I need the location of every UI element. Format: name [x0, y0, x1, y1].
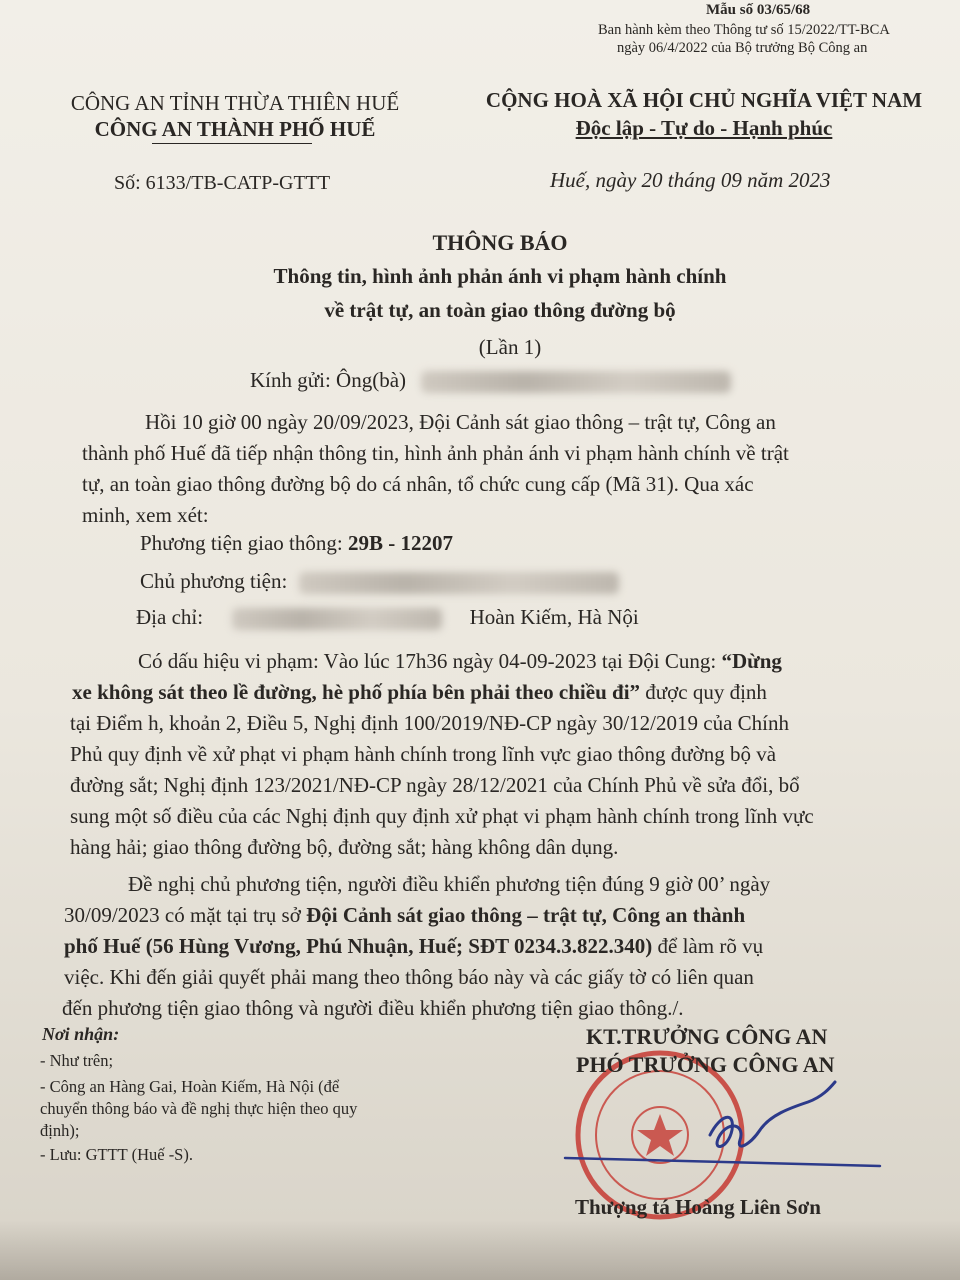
recipient-line: [250, 368, 731, 393]
notice-times: (Lần 1): [478, 335, 542, 359]
redacted-owner: [299, 572, 619, 594]
notice-subtitle-1: Thông tin, hình ảnh phản ánh vi phạm hành chính: [273, 264, 727, 288]
issued-by-line2: ngày 06/4/2022 của Bộ trưởng Bộ Công an: [617, 40, 868, 56]
owner-label: Chủ phương tiện:: [140, 569, 288, 593]
signature-title-1: KT.TRƯỞNG CÔNG AN: [586, 1024, 828, 1049]
request-line-5: đến phương tiện giao thông và người điều khiển phương tiện giao thông./.: [62, 996, 684, 1020]
request-line-2: 30/09/2023 có mặt tại trụ sở Đội Cảnh sát giao thông – trật tự, Công an thành: [64, 903, 746, 927]
national-motto: Độc lập - Tự do - Hạnh phúc: [575, 116, 833, 140]
national-title: CỘNG HOÀ XÃ HỘI CHỦ NGHĨA VIỆT NAM: [485, 88, 923, 112]
agency-parent: CÔNG AN TỈNH THỪA THIÊN HUẾ: [70, 91, 400, 115]
violation-line-7: hàng hải; giao thông đường bộ, đường sắt; hàng không dân dụng.: [70, 835, 619, 859]
violation-line-3: tại Điểm h, khoản 2, Điều 5, Nghị định 100/2019/NĐ-CP ngày 30/12/2019 của Chính: [70, 711, 789, 735]
violation-line-5: đường sắt; Nghị định 123/2021/NĐ-CP ngày 28/12/2021 của Chính Phủ về sửa đổi, bổ: [70, 773, 800, 797]
violation-line-2: xe không sát theo lề đường, hè phố phía bên phải theo chiều đi” được quy định: [72, 680, 767, 704]
recipients-item-1: - Như trên;: [40, 1051, 114, 1070]
intro-line-3: tự, an toàn giao thông đường bộ do cá nhân, tổ chức cung cấp (Mã 31). Qua xác: [82, 472, 754, 496]
agency-name: CÔNG AN THÀNH PHỐ HUẾ: [94, 117, 376, 141]
vehicle-label: Phương tiện giao thông:: [140, 531, 348, 555]
agency-underline: [152, 143, 312, 144]
redacted-address: [232, 608, 442, 630]
handwritten-signature: [560, 1080, 920, 1180]
signature-title-2: PHÓ TRƯỞNG CÔNG AN: [576, 1052, 835, 1077]
issue-date: Huế, ngày 20 tháng 09 năm 2023: [550, 168, 831, 192]
intro-line-1: Hồi 10 giờ 00 ngày 20/09/2023, Đội Cảnh sát giao thông – trật tự, Công an: [145, 410, 776, 434]
form-number: Mẫu số 03/65/68: [706, 2, 811, 18]
signer-name: Thượng tá Hoàng Liên Sơn: [575, 1195, 821, 1219]
issued-by-line1: Ban hành kèm theo Thông tư số 15/2022/TT-BCA: [598, 22, 890, 38]
violation-line-1: Có dấu hiệu vi phạm: Vào lúc 17h36 ngày 04-09-2023 tại Đội Cung: “Dừng: [138, 649, 782, 673]
recipients-item-2a: - Công an Hàng Gai, Hoàn Kiếm, Hà Nội (để: [40, 1077, 340, 1096]
recipients-item-2b: chuyển thông báo và đề nghị thực hiện theo quy: [40, 1099, 358, 1118]
address-value: Hoàn Kiếm, Hà Nội: [469, 605, 639, 629]
request-line-1: Đề nghị chủ phương tiện, người điều khiển phương tiện đúng 9 giờ 00’ ngày: [128, 872, 771, 896]
violation-line-6: sung một số điều của các Nghị định quy định xử phạt vi phạm hành chính trong lĩnh vực: [70, 804, 814, 828]
recipients-title: Nơi nhận:: [42, 1024, 120, 1044]
request-line-3: phố Huế (56 Hùng Vương, Phú Nhuận, Huế; SĐT 0234.3.822.340) để làm rõ vụ: [64, 934, 764, 958]
owner-line: [140, 566, 619, 598]
redacted-recipient: [421, 371, 731, 393]
intro-line-2: thành phố Huế đã tiếp nhận thông tin, hình ảnh phản ánh vi phạm hành chính về trật: [82, 441, 789, 465]
notice-title: THÔNG BÁO: [432, 230, 568, 255]
document-number: Số: 6133/TB-CATP-GTTT: [114, 172, 331, 194]
intro-line-4: minh, xem xét:: [82, 503, 209, 527]
recipients-item-2c: định);: [40, 1121, 80, 1140]
recipient-label: Kính gửi: Ông(bà): [250, 368, 407, 392]
address-line: [136, 602, 639, 634]
recipients-item-3: - Lưu: GTTT (Huế -S).: [40, 1145, 193, 1164]
vehicle-line: [140, 528, 453, 560]
violation-line-4: Phủ quy định về xử phạt vi phạm hành chính trong lĩnh vực giao thông đường bộ và: [70, 742, 777, 766]
address-label: Địa chỉ:: [136, 605, 204, 629]
notice-subtitle-2: về trật tự, an toàn giao thông đường bộ: [324, 298, 676, 322]
request-line-4: việc. Khi đến giải quyết phải mang theo thông báo này và các giấy tờ có liên quan: [64, 965, 754, 989]
vehicle-plate: 29B - 12207: [347, 531, 453, 555]
